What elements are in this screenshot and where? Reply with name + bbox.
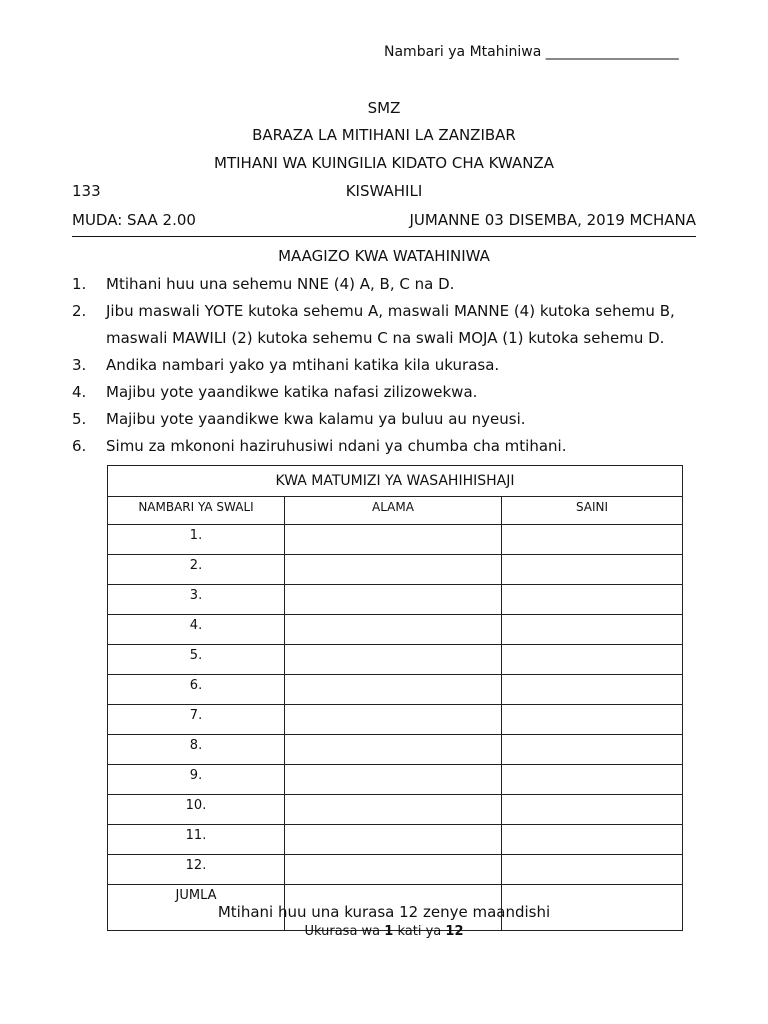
question-number-cell: 12. [108, 855, 285, 885]
table-row [108, 585, 683, 615]
instruction-text: Mtihani huu una sehemu NNE (4) A, B, C na D. [106, 275, 455, 293]
score-cell[interactable] [285, 765, 502, 795]
signature-cell[interactable] [502, 795, 683, 825]
score-cell[interactable] [285, 555, 502, 585]
page-prefix: Ukurasa wa [304, 924, 381, 939]
instruction-number: 4. [72, 383, 87, 401]
score-cell[interactable] [285, 825, 502, 855]
question-number-cell: 6. [108, 675, 285, 705]
score-cell[interactable] [285, 615, 502, 645]
exam-date: JUMANNE 03 DISEMBA, 2019 MCHANA [409, 211, 696, 229]
score-cell[interactable] [285, 645, 502, 675]
page-count-note: Mtihani huu una kurasa 12 zenye maandishi [217, 903, 551, 921]
score-cell[interactable] [285, 795, 502, 825]
signature-cell[interactable] [502, 645, 683, 675]
instruction-text: Majibu yote yaandikwe kwa kalamu ya buluu au nyeusi. [106, 410, 526, 428]
question-number-cell: 3. [108, 585, 285, 615]
signature-cell[interactable] [502, 705, 683, 735]
table-row [108, 615, 683, 645]
grading-table-caption: KWA MATUMIZI YA WASAHIHISHAJI [108, 466, 683, 497]
instruction-text: Majibu yote yaandikwe katika nafasi zilizowekwa. [106, 383, 478, 401]
instruction-text: Andika nambari yako ya mtihani katika kila ukurasa. [106, 356, 500, 374]
instruction-number: 6. [72, 437, 87, 455]
subject-code: 133 [72, 182, 101, 200]
candidate-number-label: Nambari ya Mtahiniwa ___________________ [384, 44, 679, 60]
table-row [108, 555, 683, 585]
exam-title: MTIHANI WA KUINGILIA KIDATO CHA KWANZA [214, 154, 554, 172]
question-number-cell: 4. [108, 615, 285, 645]
score-cell[interactable] [285, 525, 502, 555]
table-row [108, 825, 683, 855]
instruction-text: Simu za mkononi haziruhusiwi ndani ya chumba cha mtihani. [106, 437, 567, 455]
table-row [108, 705, 683, 735]
signature-cell[interactable] [502, 615, 683, 645]
page-indicator [0, 924, 768, 939]
score-cell[interactable] [285, 855, 502, 885]
question-number-cell: 10. [108, 795, 285, 825]
table-row [108, 735, 683, 765]
page-middle: kati ya [397, 924, 442, 939]
signature-cell[interactable] [502, 735, 683, 765]
score-cell[interactable] [285, 585, 502, 615]
exam-duration: MUDA: SAA 2.00 [72, 211, 196, 229]
instruction-number: 5. [72, 410, 87, 428]
column-header-score: ALAMA [285, 497, 502, 525]
question-number-cell: 1. [108, 525, 285, 555]
total-label-cell: JUMLA [108, 885, 285, 931]
table-row [108, 795, 683, 825]
signature-cell[interactable] [502, 555, 683, 585]
score-cell[interactable] [285, 705, 502, 735]
column-header-question-number: NAMBARI YA SWALI [108, 497, 285, 525]
question-number-cell: 2. [108, 555, 285, 585]
score-cell[interactable] [285, 735, 502, 765]
table-row [108, 525, 683, 555]
subject-name: KISWAHILI [345, 182, 423, 200]
grading-table [107, 465, 683, 931]
instruction-number: 1. [72, 275, 87, 293]
signature-cell[interactable] [502, 765, 683, 795]
question-number-cell: 7. [108, 705, 285, 735]
table-row [108, 645, 683, 675]
meta-row [72, 211, 696, 229]
question-number-cell: 9. [108, 765, 285, 795]
question-number-cell: 8. [108, 735, 285, 765]
signature-cell[interactable] [502, 585, 683, 615]
instruction-number: 2. [72, 302, 87, 320]
org-short: SMZ [367, 99, 401, 117]
instruction-text: Jibu maswali YOTE kutoka sehemu A, maswali MANNE (4) kutoka sehemu B, maswali MAWILI (2) kutoka sehemu C na swali MOJA (1) kutoka sehemu D. [106, 302, 675, 347]
instruction-number: 3. [72, 356, 87, 374]
score-cell[interactable] [285, 675, 502, 705]
signature-cell[interactable] [502, 855, 683, 885]
table-row [108, 675, 683, 705]
signature-cell[interactable] [502, 525, 683, 555]
table-row [108, 765, 683, 795]
question-number-cell: 5. [108, 645, 285, 675]
question-number-cell: 11. [108, 825, 285, 855]
page-current: 1 [384, 924, 394, 939]
signature-cell[interactable] [502, 675, 683, 705]
signature-cell[interactable] [502, 825, 683, 855]
table-row [108, 855, 683, 885]
column-header-signature: SAINI [502, 497, 683, 525]
council-name: BARAZA LA MITIHANI LA ZANZIBAR [252, 126, 516, 144]
header-divider [72, 236, 696, 237]
page-total: 12 [445, 924, 464, 939]
instructions-title: MAAGIZO KWA WATAHINIWA [278, 247, 490, 265]
